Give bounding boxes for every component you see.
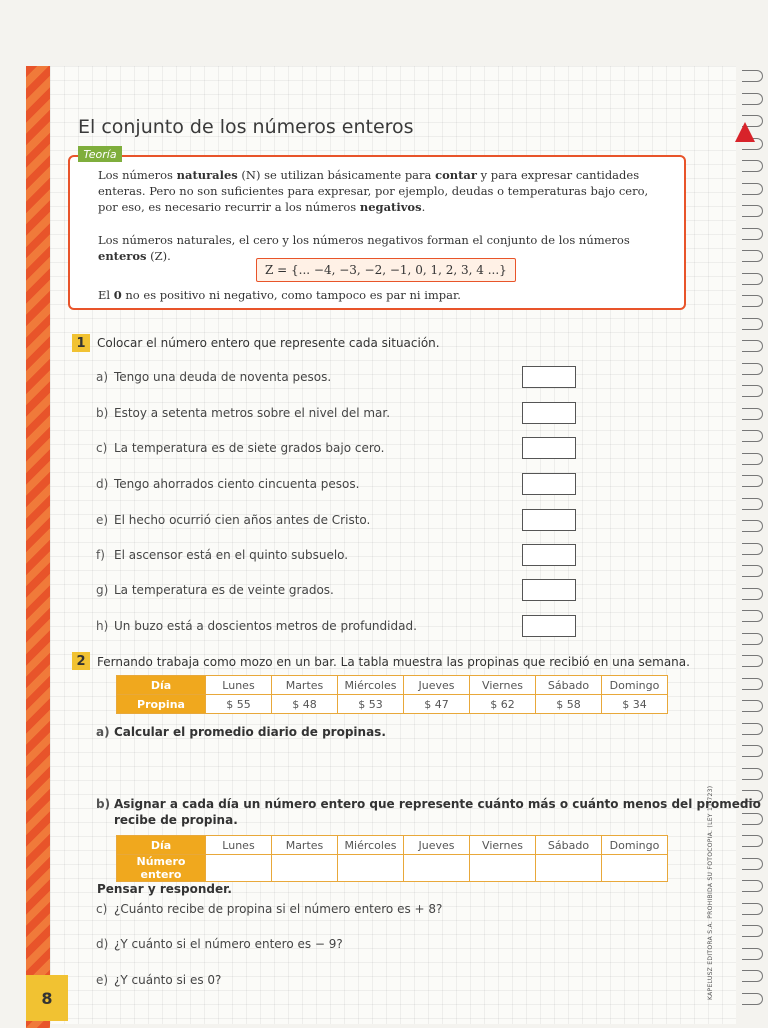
question-letter: a) (96, 725, 110, 739)
situation-item (96, 619, 417, 633)
exercise-1-number: 1 (72, 334, 90, 352)
answer-box[interactable] (522, 437, 576, 459)
day-cell: Martes (272, 676, 338, 695)
item-text: Tengo una deuda de noventa pesos. (114, 370, 332, 384)
item-text: La temperatura es de siete grados bajo cero. (114, 441, 385, 455)
item-letter: g) (96, 583, 109, 597)
spiral-ring (742, 295, 763, 307)
spiral-ring (742, 970, 763, 982)
answer-box[interactable] (522, 615, 576, 637)
integer-set-formula: Z = {... −4, −3, −2, −1, 0, 1, 2, 3, 4 ...} (256, 258, 516, 282)
table-row (117, 855, 668, 882)
text: (Z). (146, 249, 171, 263)
table-row (117, 676, 668, 695)
text: . (421, 200, 426, 214)
situation-item (96, 406, 390, 420)
bold-text: contar (435, 168, 477, 182)
spiral-ring (742, 993, 763, 1005)
bold-text: negativos (359, 200, 422, 214)
bold-text: enteros (98, 249, 147, 263)
spiral-ring (742, 633, 763, 645)
text: El (98, 288, 114, 302)
theory-box (68, 155, 686, 310)
question-d (96, 937, 343, 951)
spiral-ring (742, 498, 763, 510)
question-text: Asignar a cada día un número entero que represente cuánto más o cuánto menos del promedio (114, 797, 761, 811)
integer-answer-cell[interactable] (536, 855, 602, 882)
question-letter: c) (96, 902, 108, 916)
tip-cell: $ 53 (338, 695, 404, 714)
table-header-tip: Propina (117, 695, 206, 714)
situation-item (96, 513, 370, 527)
item-text: Tengo ahorrados ciento cincuenta pesos. (114, 477, 360, 491)
integer-answer-cell[interactable] (404, 855, 470, 882)
item-letter: h) (96, 619, 109, 633)
situation-item (96, 370, 331, 384)
spiral-ring (742, 160, 763, 172)
spiral-ring (742, 183, 763, 195)
red-tab-marker (735, 122, 755, 142)
spiral-ring (742, 948, 763, 960)
spiral-ring (742, 475, 763, 487)
day-cell: Domingo (602, 676, 668, 695)
spiral-ring (742, 250, 763, 262)
question-e (96, 973, 221, 987)
answer-box[interactable] (522, 544, 576, 566)
situation-item (96, 477, 359, 491)
text: no es positivo ni negativo, como tampoco es par ni impar. (121, 288, 461, 302)
table-header-day: Día (117, 836, 206, 855)
spiral-ring (742, 340, 763, 352)
tip-cell: $ 34 (602, 695, 668, 714)
day-cell: Jueves (404, 676, 470, 695)
day-cell: Miércoles (338, 836, 404, 855)
think-and-answer: Pensar y responder. (97, 882, 232, 896)
day-cell: Viernes (470, 836, 536, 855)
spiral-ring (742, 745, 763, 757)
question-letter: e) (96, 973, 109, 987)
table-header-day: Día (117, 676, 206, 695)
spiral-ring (742, 70, 763, 82)
table-row (117, 695, 668, 714)
bold-text: 0 (113, 288, 122, 302)
spiral-ring (742, 385, 763, 397)
tip-cell: $ 47 (404, 695, 470, 714)
tip-cell: $ 58 (536, 695, 602, 714)
text: y para expresar cantidades enteras. Pero no son suficientes para expresar, por ejemplo, deudas o temperaturas bajo cero, por eso, es necesario recurrir a los números (98, 168, 649, 214)
spiral-ring (742, 588, 763, 600)
spiral-ring (742, 655, 763, 667)
question-b (96, 797, 761, 811)
spiral-ring (742, 273, 763, 285)
situation-item (96, 548, 348, 562)
spiral-ring (742, 228, 763, 240)
tips-table (116, 675, 668, 714)
day-cell: Lunes (206, 676, 272, 695)
answer-box[interactable] (522, 473, 576, 495)
spiral-ring (742, 903, 763, 915)
question-text: ¿Y cuánto si es 0? (114, 973, 222, 987)
text: Los números naturales, el cero y los números negativos forman el conjunto de los números (98, 233, 630, 247)
integer-answer-cell[interactable] (470, 855, 536, 882)
item-letter: f) (96, 548, 105, 562)
item-letter: d) (96, 477, 109, 491)
spiral-ring (742, 408, 763, 420)
integer-answer-cell[interactable] (206, 855, 272, 882)
integer-answer-cell[interactable] (338, 855, 404, 882)
question-text: ¿Y cuánto si el número entero es − 9? (114, 937, 343, 951)
spiral-ring (742, 610, 763, 622)
table-header-integer: Número entero (117, 855, 206, 882)
integer-table (116, 835, 668, 882)
tip-cell: $ 55 (206, 695, 272, 714)
question-b-continued: recibe de propina. (114, 813, 238, 827)
question-letter: d) (96, 937, 109, 951)
spiral-ring (742, 453, 763, 465)
question-text: ¿Cuánto recibe de propina si el número entero es + 8? (114, 902, 443, 916)
spiral-ring (742, 880, 763, 892)
day-cell: Miércoles (338, 676, 404, 695)
situation-item (96, 583, 334, 597)
day-cell: Jueves (404, 836, 470, 855)
item-text: Estoy a setenta metros sobre el nivel del mar. (114, 406, 391, 420)
table-row (117, 836, 668, 855)
answer-box[interactable] (522, 509, 576, 531)
text: (N) se utilizan básicamente para (237, 168, 436, 182)
question-text: Calcular el promedio diario de propinas. (114, 725, 386, 739)
item-text: El hecho ocurrió cien años antes de Cristo. (114, 513, 371, 527)
bold-text: naturales (176, 168, 238, 182)
spiral-ring (742, 430, 763, 442)
question-a (96, 725, 386, 739)
day-cell: Sábado (536, 676, 602, 695)
teoria-tab: Teoría (78, 146, 122, 162)
page-title: El conjunto de los números enteros (78, 116, 414, 138)
spiral-ring (742, 205, 763, 217)
day-cell: Sábado (536, 836, 602, 855)
page-number: 8 (26, 975, 68, 1021)
copyright-notice: KAPELUSZ EDITORA S.A. PROHIBIDA SU FOTOCOPIA. (LEY 11.723) (707, 785, 714, 1000)
spiral-ring (742, 858, 763, 870)
exercise-2-instruction: Fernando trabaja como mozo en un bar. La tabla muestra las propinas que recibió en una semana. (97, 655, 690, 669)
spiral-ring (742, 925, 763, 937)
spiral-ring (742, 700, 763, 712)
item-text: Un buzo está a doscientos metros de profundidad. (114, 619, 417, 633)
answer-box[interactable] (522, 402, 576, 424)
spiral-ring (742, 543, 763, 555)
spiral-ring (742, 93, 763, 105)
item-letter: b) (96, 406, 109, 420)
spiral-ring (742, 318, 763, 330)
question-c (96, 902, 442, 916)
day-cell: Viernes (470, 676, 536, 695)
question-letter: b) (96, 797, 111, 811)
theory-paragraph-3 (98, 287, 668, 303)
tip-cell: $ 62 (470, 695, 536, 714)
day-cell: Domingo (602, 836, 668, 855)
spiral-ring (742, 520, 763, 532)
exercise-1-instruction: Colocar el número entero que represente cada situación. (97, 336, 440, 350)
day-cell: Lunes (206, 836, 272, 855)
item-letter: a) (96, 370, 109, 384)
item-letter: e) (96, 513, 109, 527)
spiral-ring (742, 768, 763, 780)
answer-box[interactable] (522, 579, 576, 601)
spiral-ring (742, 835, 763, 847)
text: Los números (98, 168, 177, 182)
integer-answer-cell[interactable] (272, 855, 338, 882)
situation-item (96, 441, 384, 455)
decorative-margin-strip (26, 66, 50, 1028)
spiral-ring (742, 813, 763, 825)
spiral-ring (742, 678, 763, 690)
item-text: El ascensor está en el quinto subsuelo. (114, 548, 349, 562)
item-text: La temperatura es de veinte grados. (114, 583, 334, 597)
theory-paragraph-1 (98, 167, 668, 215)
item-letter: c) (96, 441, 108, 455)
spiral-ring (742, 723, 763, 735)
exercise-2-number: 2 (72, 652, 90, 670)
integer-answer-cell[interactable] (602, 855, 668, 882)
day-cell: Martes (272, 836, 338, 855)
answer-box[interactable] (522, 366, 576, 388)
spiral-ring (742, 363, 763, 375)
tip-cell: $ 48 (272, 695, 338, 714)
spiral-ring (742, 565, 763, 577)
